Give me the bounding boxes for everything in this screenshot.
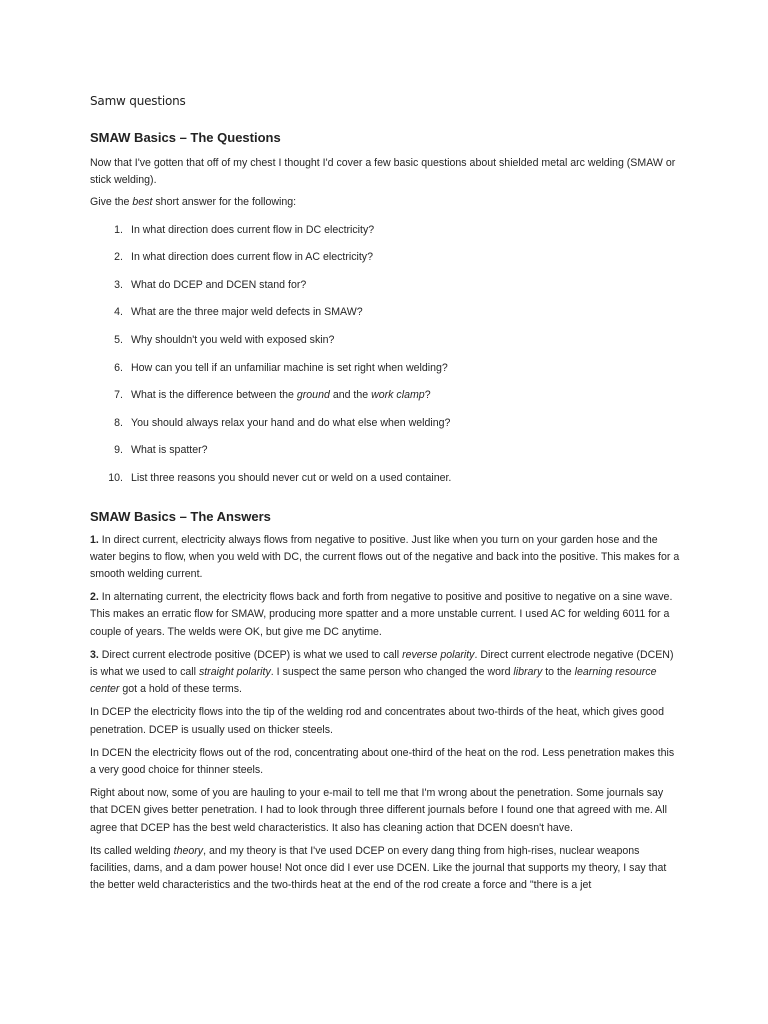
list-item [90,277,680,305]
list-item [90,360,680,388]
answer-text: In direct current, electricity always flows from negative to positive. Just like when you turn on your garden hose and the water begins to flow, when you weld with DC, the current flows out of the negative and back into the positive. This makes for a smooth welding current. [90,533,680,580]
answer-text-part: . Direct current electrode negative (DCEN) is what we used to call [90,648,674,678]
question-number: 3. [114,278,123,291]
questions-heading: SMAW Basics – The Questions [90,130,281,145]
answer-text-part: got a hold of these terms. [119,683,242,696]
question-number: 2. [114,251,123,264]
list-item [90,332,680,360]
question-text: You should always relax your hand and do what else when welding? [131,416,451,429]
list-item [90,470,680,498]
questions-list [90,222,680,498]
question-text: What is spatter? [131,444,208,457]
penetration-paragraph: Right about now, some of you are hauling to your e-mail to tell me that I'm wrong about the penetration. Some journals say that DCEN gives better penetration. I had to look through three different journals before I found one that agreed with me. All agree that DCEP has the best weld characteristics. It also has cleaning action that DCEN doesn't have. [90,787,667,834]
list-item [90,222,680,250]
question-text-part: What is the difference between the [131,389,297,402]
question-text [123,387,431,415]
dcep-paragraph: In DCEP the electricity flows into the tip of the welding rod and concentrates about two-thirds of the heat, which gives good penetration. DCEP is usually used on thicker steels. [90,706,664,736]
answer-text-part: to the [542,665,575,678]
question-number: 6. [114,361,123,374]
answer-text: In alternating current, the electricity flows back and forth from negative to positive and positive to negative on a sine wave. This makes an erratic flow for SMAW, producing more spatter and a more unstable current. I used AC for welding 6011 for a couple of years. The welds were OK, but give me DC anytime. [90,591,673,638]
question-text: How can you tell if an unfamiliar machine is set right when welding? [131,361,448,374]
question-text: In what direction does current flow in AC electricity? [131,251,374,264]
list-item [90,387,680,415]
instruction-after: short answer for the following: [152,196,297,209]
document-title: Samw questions [90,94,186,108]
intro-paragraph: Now that I've gotten that off of my chest I thought I'd cover a few basic questions about shielded metal arc welding (SMAW or stick welding). [90,157,676,187]
question-number: 10. [108,471,123,484]
question-text: List three reasons you should never cut or weld on a used container. [131,471,452,484]
theory-text-part: , and my theory is that I've used DCEP on every dang thing from high-rises, nuclear weapons facilities, dams, and a dam power house! Not once did I ever use DCEN. Like the journal that supports my theory, I say that the better weld characteristics and the two-thirds heat at the end of the rod create a force and "there is a jet [90,844,667,892]
question-number: 1. [114,223,123,236]
question-text: What do DCEP and DCEN stand for? [131,278,307,291]
list-item [90,304,680,332]
answers-heading: SMAW Basics – The Answers [90,508,271,524]
question-number: 9. [114,444,123,457]
answer-text-part: Direct current electrode positive (DCEP) is what we used to call [98,648,403,661]
question-text: In what direction does current flow in DC electricity? [131,223,375,236]
question-text-part: and the [329,389,372,402]
answer-emphasis: library [513,665,543,678]
answer-emphasis: reverse polarity [402,648,475,661]
instruction-before: Give the [90,196,133,209]
answer-number: 1. [90,533,99,546]
answer-number: 2. [90,591,99,604]
instruction-emphasis: best [132,196,153,209]
theory-text-part: Its called welding [90,844,174,857]
question-number: 5. [114,333,123,346]
question-number: 4. [114,306,123,319]
answer-1 [90,532,680,584]
dcen-paragraph: In DCEN the electricity flows out of the rod, concentrating about one-third of the heat on the rod. Less penetration makes this a very good choice for thinner steels. [90,746,675,776]
document-page [90,93,680,900]
answer-number: 3. [90,648,99,661]
answer-text-part: . I suspect the same person who changed the word [270,665,514,678]
instruction-paragraph [90,194,680,211]
answer-emphasis: learning resource center [90,665,657,696]
list-item [90,249,680,277]
answer-2 [90,589,680,641]
question-text-part: ? [424,389,431,402]
list-item [90,442,680,470]
question-emphasis: ground [296,389,330,402]
theory-paragraph [90,843,680,895]
list-item [90,415,680,443]
answer-3 [90,647,680,699]
question-number: 7. [114,389,123,402]
question-emphasis: work clamp [371,389,425,402]
answer-emphasis: straight polarity [198,665,271,678]
question-number: 8. [114,416,123,429]
question-text: What are the three major weld defects in SMAW? [131,306,363,319]
question-text: Why shouldn't you weld with exposed skin? [131,333,335,346]
theory-emphasis: theory [173,844,204,857]
